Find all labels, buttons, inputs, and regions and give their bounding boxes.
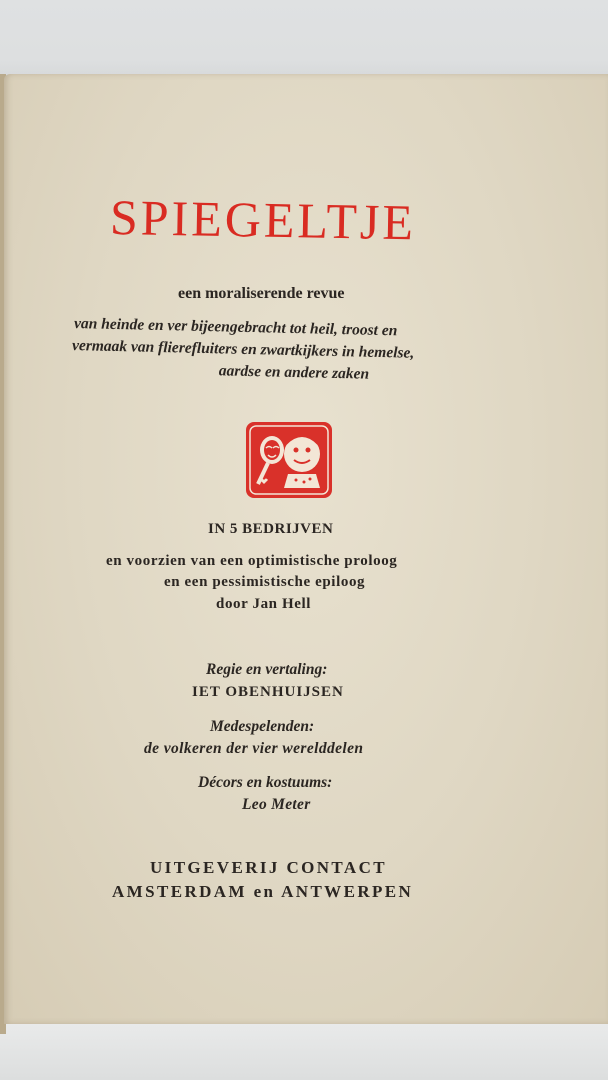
publisher-name: UITGEVERIJ CONTACT (150, 858, 387, 877)
prologue-line-2: en een pessimistische epiloog (164, 574, 366, 590)
prologue-line-1: en voorzien van een optimistische proloog (106, 553, 398, 569)
acts-heading: IN 5 BEDRIJVEN (208, 521, 334, 537)
table-surface (0, 1024, 608, 1080)
description-line-3: aardse en andere zaken (218, 362, 370, 383)
book-title: SPIEGELTJE (109, 189, 417, 251)
book-subtitle: een moraliserende revue (178, 285, 345, 302)
credit-label-direction: Regie en vertaling: (206, 661, 328, 678)
description-line-1: van heinde en ver bijeengebracht tot heil, troost en (73, 315, 398, 340)
credit-value-direction: IET OBENHUIJSEN (192, 684, 344, 700)
credit-label-cast: Medespelenden: (210, 718, 315, 735)
description-line-2: vermaak van flierefluiters en zwartkijkers in hemelse, (71, 337, 415, 362)
credit-value-costumes: Leo Meter (242, 796, 311, 813)
author-line: door Jan Hell (216, 596, 312, 612)
credit-label-costumes: Décors en kostuums: (198, 774, 333, 791)
credit-value-cast: de volkeren der vier werelddelen (144, 740, 364, 757)
masks-emblem-icon (246, 422, 332, 498)
publisher-cities: AMSTERDAM en ANTWERPEN (112, 882, 414, 901)
